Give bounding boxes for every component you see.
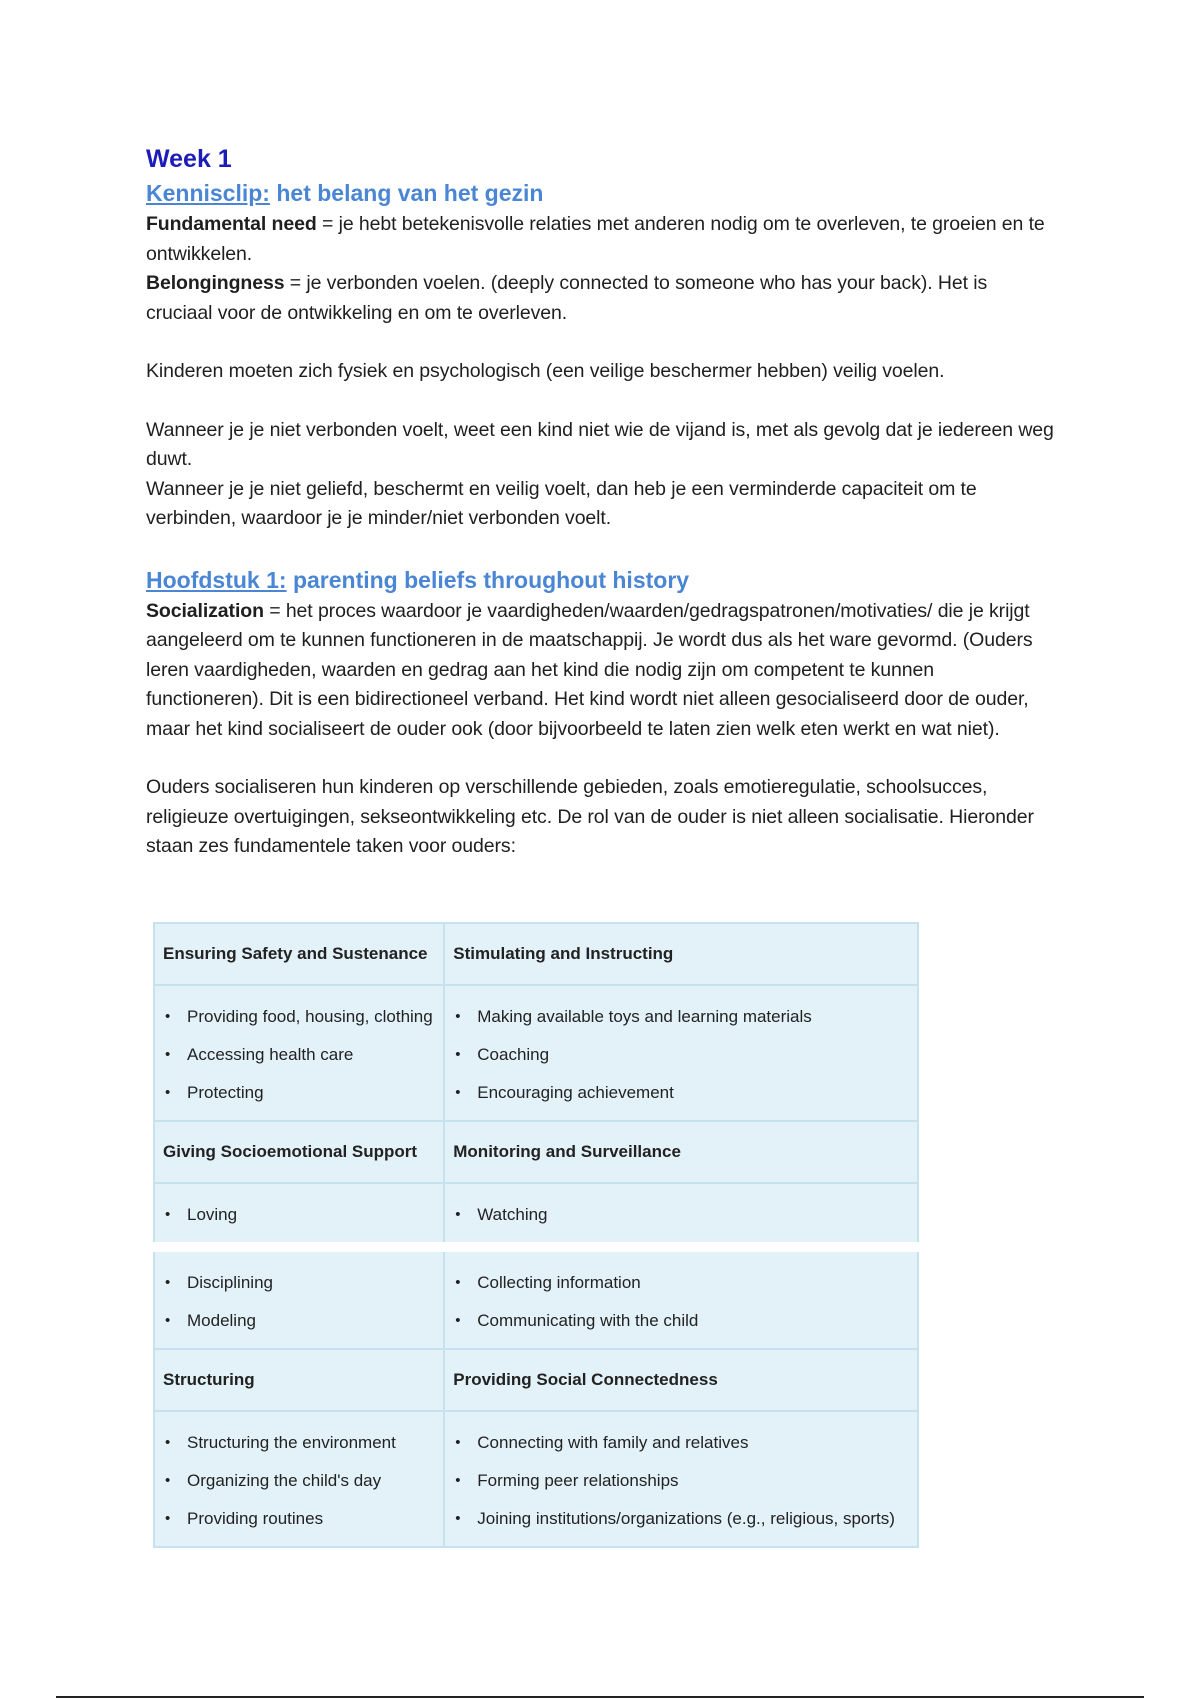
list-item: • Organizing the child's day	[163, 1462, 435, 1500]
paragraph-belongingness	[146, 269, 1056, 328]
list-item: • Communicating with the child	[453, 1302, 909, 1340]
table-row	[154, 985, 918, 1121]
table-header-cell: Structuring	[154, 1349, 444, 1411]
table-cell	[154, 1411, 444, 1547]
table-header-cell: Monitoring and Surveillance	[444, 1121, 918, 1183]
table-header-cell: Stimulating and Instructing	[444, 923, 918, 985]
list-item: • Providing food, housing, clothing	[163, 998, 435, 1036]
bullet-list	[453, 1264, 909, 1340]
list-item: • Providing routines	[163, 1500, 435, 1538]
paragraph-socialization	[146, 597, 1056, 745]
list-item: • Encouraging achievement	[453, 1074, 909, 1112]
table-cell	[444, 1183, 918, 1247]
section-heading-text: parenting beliefs throughout history	[292, 566, 690, 593]
bullet-list	[453, 998, 909, 1112]
table-header-row	[154, 1349, 918, 1411]
section-heading-kennisclip	[146, 176, 1056, 210]
list-item: • Coaching	[453, 1036, 909, 1074]
table-header-cell: Giving Socioemotional Support	[154, 1121, 444, 1183]
list-item: • Connecting with family and relatives	[453, 1424, 909, 1462]
paragraph-not-connected: Wanneer je je niet verbonden voelt, weet een kind niet wie de vijand is, met als gevolg dat je iedereen weg duwt.	[146, 418, 1054, 470]
table-header-cell: Providing Social Connectedness	[444, 1349, 918, 1411]
parenting-tasks-table	[153, 922, 919, 1548]
section-heading-text: het belang van het gezin	[276, 180, 544, 206]
table-header-cell: Ensuring Safety and Sustenance	[154, 923, 444, 985]
paragraph-not-loved: Wanneer je je niet geliefd, beschermt en veilig voelt, dan heb je een verminderde capaciteit om te verbinden, waardoor je je minder/niet verbonden voelt.	[146, 477, 977, 529]
table-cell	[154, 1247, 444, 1349]
definition: = het proces waardoor je vaardigheden/waarden/gedragspatronen/motivaties/ die je krijgt aangeleerd om te kunnen functioneren in de maatschappij. Je wordt dus als het ware gevormd. (Ouders leren vaardigheden, waarden en gedrag aan het kind die nodig zijn om competent te kunnen functioneren). Dit is een bidirectioneel verband. Het kind wordt niet alleen gesocialiseerd door de ouder, maar het kind socialiseert de ouder ook (door bijvoorbeeld te laten zien welk eten werkt en wat niet).	[146, 599, 1033, 740]
list-item: • Protecting	[163, 1074, 435, 1112]
list-item: • Forming peer relationships	[453, 1462, 909, 1500]
document-body	[146, 142, 1056, 862]
table-row	[154, 1247, 918, 1349]
list-item: • Disciplining	[163, 1264, 435, 1302]
table-row	[154, 1411, 918, 1547]
table-cell	[444, 1247, 918, 1349]
table-row	[154, 1183, 918, 1247]
table-cell	[444, 1411, 918, 1547]
definition: = je hebt betekenisvolle relaties met anderen nodig om te overleven, te groeien en te ontwikkelen.	[146, 213, 1045, 265]
definition: = je verbonden voelen. (deeply connected to someone who has your back). Het is cruciaal voor de ontwikkeling en om te overleven.	[146, 272, 988, 324]
page-bottom-rule	[56, 1696, 1144, 1698]
list-item: • Accessing health care	[163, 1036, 435, 1074]
paragraph-parent-tasks-intro: Ouders socialiseren hun kinderen op verschillende gebieden, zoals emotieregulatie, schoolsucces, religieuze overtuigingen, sekseontwikkeling etc. De rol van de ouder is niet alleen socialisatie. Hieronder staan zes fundamentele taken voor ouders:	[146, 776, 1034, 857]
list-item: • Watching	[453, 1196, 909, 1234]
list-item: • Modeling	[163, 1302, 435, 1340]
bullet-list	[163, 998, 435, 1112]
bullet-list	[163, 1264, 435, 1340]
term: Fundamental need	[146, 213, 317, 235]
list-item: • Collecting information	[453, 1264, 909, 1302]
bullet-list	[453, 1424, 909, 1538]
section-heading-prefix: Kennisclip:	[146, 180, 270, 206]
list-item: • Joining institutions/organizations (e.g., religious, sports)	[453, 1500, 909, 1538]
table-header-row	[154, 923, 918, 985]
table-cell	[444, 985, 918, 1121]
list-item: • Making available toys and learning materials	[453, 998, 909, 1036]
list-item: • Structuring the environment	[163, 1424, 435, 1462]
term: Belongingness	[146, 272, 285, 294]
paragraph-fundamental-need	[146, 210, 1056, 269]
bullet-list	[163, 1424, 435, 1538]
table-header-row	[154, 1121, 918, 1183]
week-heading: Week 1	[146, 145, 232, 173]
section-heading-hoofdstuk	[146, 563, 1056, 597]
table-cell	[154, 1183, 444, 1247]
table-cell	[154, 985, 444, 1121]
list-item: • Loving	[163, 1196, 435, 1234]
bullet-list	[453, 1196, 909, 1234]
term: Socialization	[146, 599, 264, 622]
bullet-list	[163, 1196, 435, 1234]
section-heading-prefix: Hoofdstuk 1:	[146, 566, 287, 593]
paragraph-safety: Kinderen moeten zich fysiek en psychologisch (een veilige beschermer hebben) veilig voelen.	[146, 360, 945, 382]
